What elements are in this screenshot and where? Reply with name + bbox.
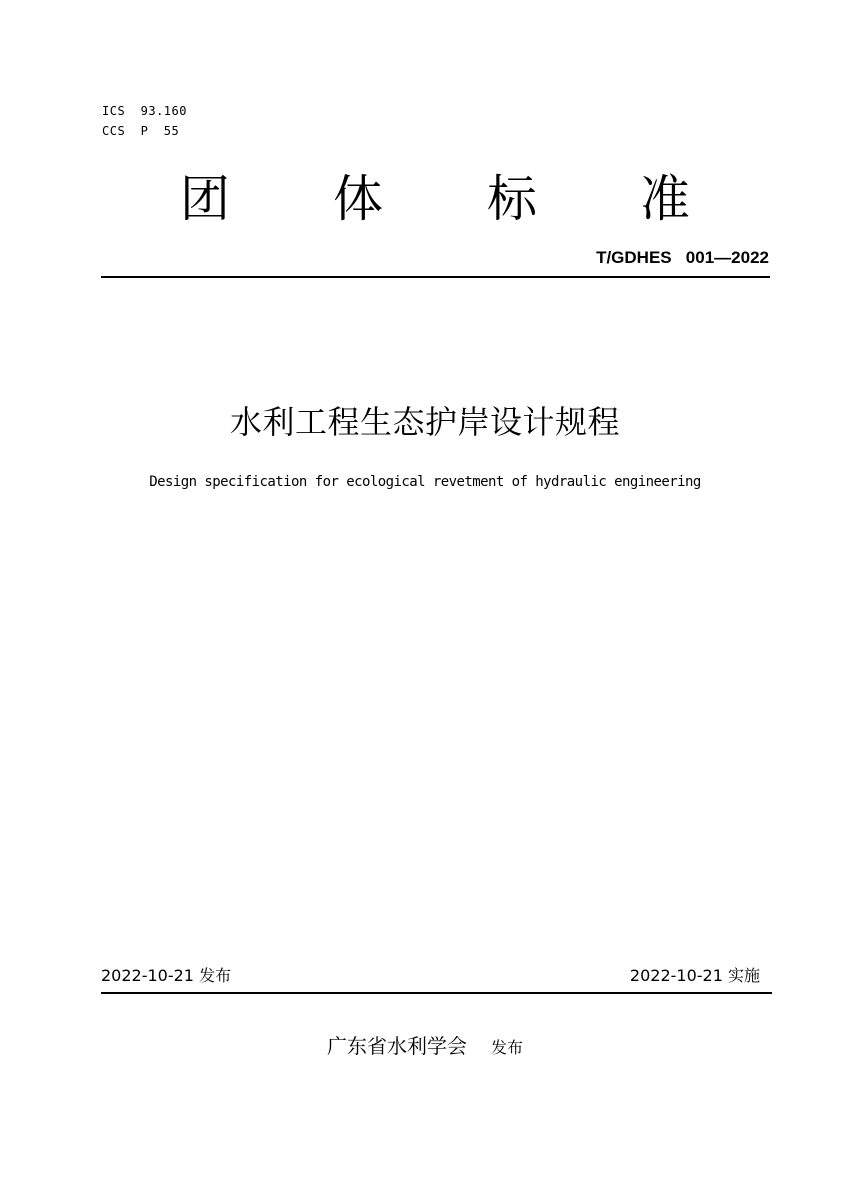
classification-codes (102, 101, 187, 141)
standard-number: T/GDHES 001—2022 (596, 248, 769, 267)
bottom-divider (101, 992, 772, 994)
heading-char-2: 体 (333, 170, 383, 228)
heading-char-1: 团 (180, 170, 230, 228)
heading-char-4: 准 (640, 170, 690, 228)
top-divider (101, 276, 770, 278)
ccs-code: CCS P 55 (102, 124, 180, 138)
english-title: Design specification for ecological revetment of hydraulic engineering (149, 474, 701, 490)
heading-char-3: 标 (487, 170, 537, 228)
implementation-date: 2022-10-21 实施 (629, 966, 760, 985)
publisher-line (0, 1031, 850, 1063)
issue-date: 2022-10-21 发布 (101, 966, 232, 985)
standard-type-heading (0, 166, 850, 232)
chinese-title: 水利工程生态护岸设计规程 (229, 403, 620, 441)
publish-label: 发布 (490, 1038, 523, 1057)
ics-code: ICS 93.160 (102, 104, 187, 118)
publisher-name: 广东省水利学会 (326, 1034, 467, 1058)
